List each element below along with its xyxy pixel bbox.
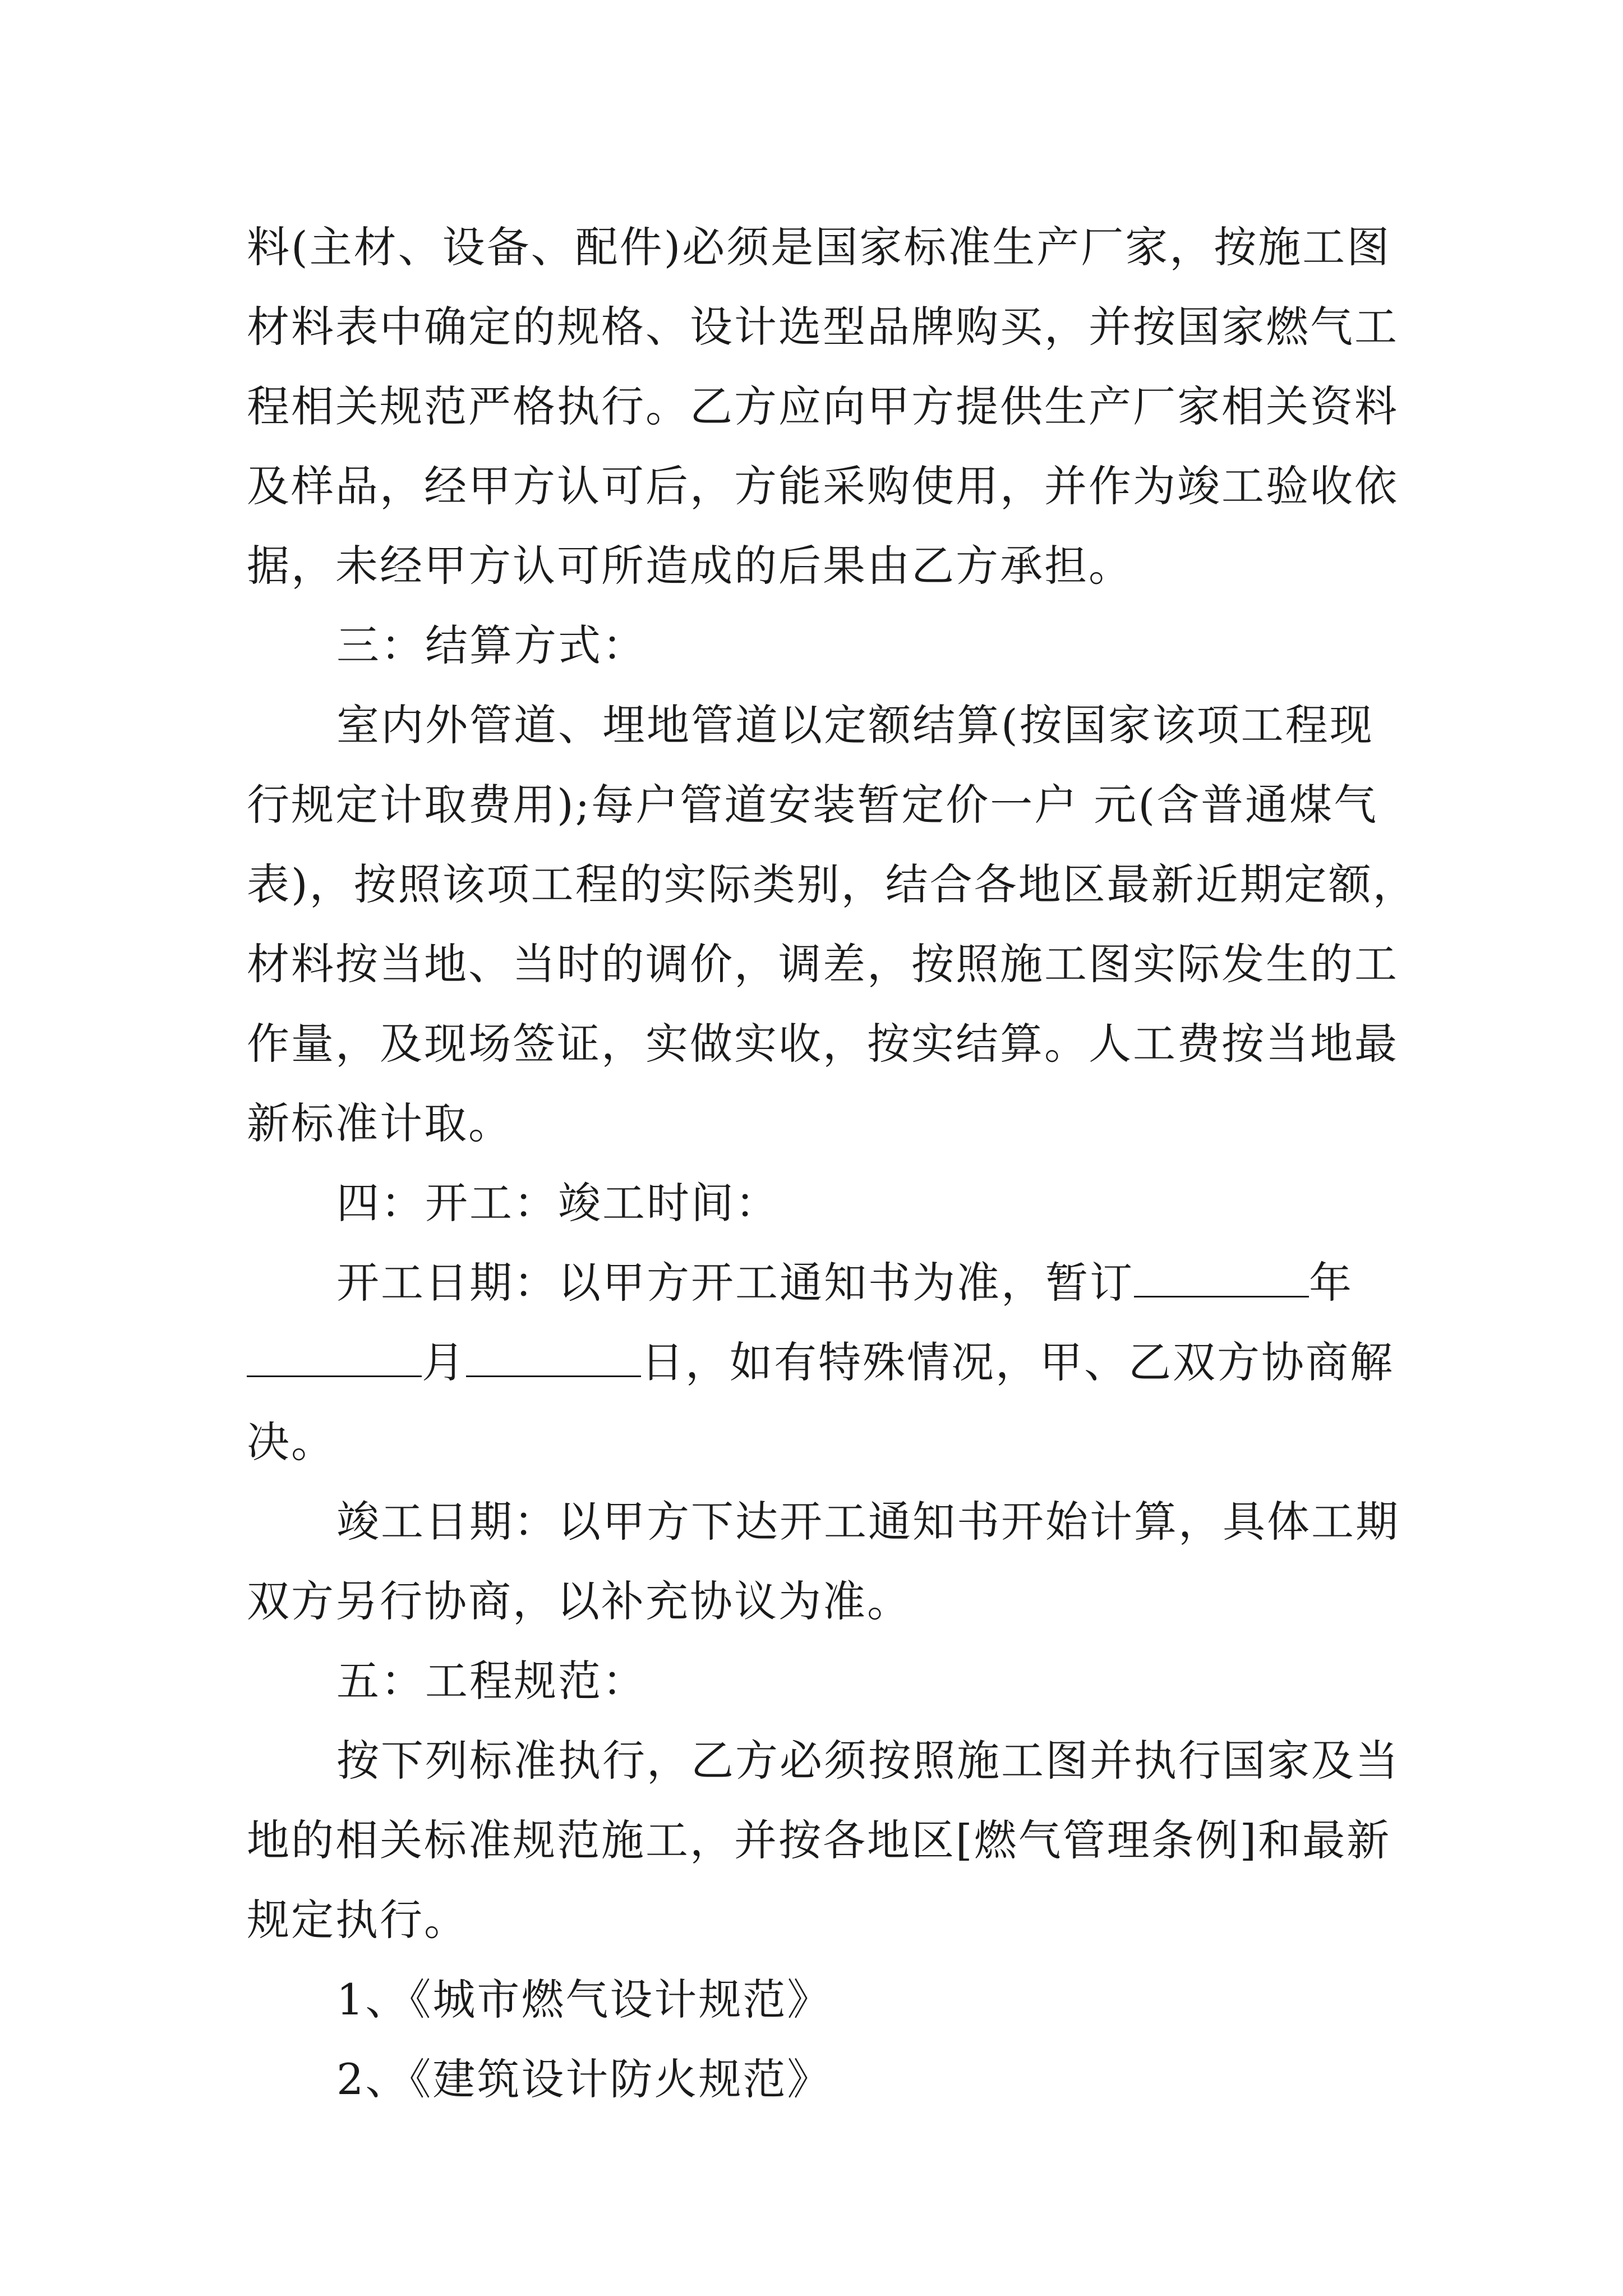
section-heading-standards: 五：工程规范： — [336, 1656, 647, 1706]
month-label: 月 — [422, 1337, 466, 1387]
year-blank — [1134, 1262, 1309, 1297]
paragraph-line: 材料表中确定的规格、设计选型品牌购买，并按国家燃气工 — [247, 302, 1399, 352]
day-blank — [466, 1342, 641, 1377]
paragraph-line: 按下列标准执行，乙方必须按照施工图并执行国家及当 — [336, 1736, 1400, 1786]
paragraph-line: 室内外管道、埋地管道以定额结算(按国家该项工程现 — [336, 700, 1374, 750]
section-heading-settlement: 三：结算方式： — [336, 620, 647, 670]
paragraph-line: 新标准计取。 — [247, 1098, 513, 1148]
paragraph-line: 双方另行协商，以补充协议为准。 — [247, 1576, 911, 1626]
paragraph-line: 决。 — [247, 1417, 335, 1467]
paragraph-line: 竣工日期：以甲方下达开工通知书开始计算，具体工期 — [336, 1497, 1400, 1547]
document-body — [247, 208, 1417, 2119]
paragraph-line: 料(主材、设备、配件)必须是国家标准生产厂家，按施工图 — [247, 222, 1391, 272]
paragraph-line: 地的相关标准规范施工，并按各地区[燃气管理条例]和最新 — [247, 1815, 1391, 1865]
year-label: 年 — [1309, 1258, 1353, 1308]
paragraph-line: 材料按当地、当时的调价，调差，按照施工图实际发生的工 — [247, 939, 1399, 989]
day-rest: 日，如有特殊情况，甲、乙双方协商解 — [641, 1337, 1394, 1387]
list-item: 2、《建筑设计防火规范》 — [336, 2054, 832, 2104]
start-date-line-2 — [247, 1323, 1394, 1402]
start-date-prefix: 开工日期：以甲方开工通知书为准，暂订 — [336, 1258, 1134, 1308]
list-item: 1、《城市燃气设计规范》 — [336, 1975, 832, 2024]
paragraph-line: 规定执行。 — [247, 1895, 468, 1945]
section-heading-schedule: 四：开工：竣工时间： — [336, 1178, 780, 1228]
month-blank — [247, 1342, 422, 1377]
paragraph-line: 作量，及现场签证，实做实收，按实结算。人工费按当地最 — [247, 1019, 1399, 1069]
paragraph-line: 表)，按照该项工程的实际类别，结合各地区最新近期定额， — [247, 859, 1417, 909]
paragraph-line: 行规定计取费用);每户管道安装暂定价一户 元(含普通煤气 — [247, 780, 1378, 830]
paragraph-line: 据，未经甲方认可所造成的后果由乙方承担。 — [247, 541, 1133, 591]
start-date-line — [247, 1243, 1385, 1323]
paragraph-line: 及样品，经甲方认可后，方能采购使用，并作为竣工验收依 — [247, 461, 1399, 511]
paragraph-line: 程相关规范严格执行。乙方应向甲方提供生产厂家相关资料 — [247, 381, 1399, 431]
